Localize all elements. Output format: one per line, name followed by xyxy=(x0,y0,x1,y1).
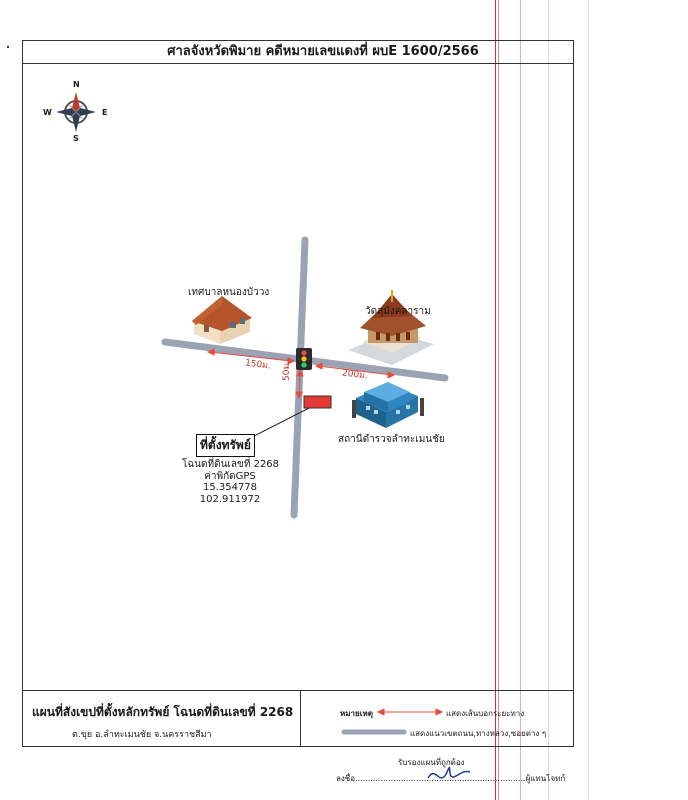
property-marker xyxy=(304,396,331,408)
legend-label: หมายเหตุ xyxy=(340,709,373,718)
footer-column-divider xyxy=(300,690,301,747)
legend-road-text: แสดงแนวเขตถนน,ทางหลวง,ซอยต่าง ๆ xyxy=(410,729,547,738)
compass-east-label: E xyxy=(102,108,108,117)
footer-divider xyxy=(22,690,574,691)
signature-line-suffix: .........................ผู้แทนโจทก์ xyxy=(462,774,566,783)
gps-label: ค่าพิกัดGPS xyxy=(204,470,256,482)
legend-distance-icon xyxy=(378,709,442,715)
distance-south-label: 50ม. xyxy=(282,360,292,381)
compass-icon xyxy=(56,92,96,132)
signature-line-prefix: ลงชื่อ...................................................... xyxy=(336,774,493,783)
compass-south-label: S xyxy=(73,134,79,143)
police-station-building-icon xyxy=(352,382,424,428)
temple-building-icon xyxy=(348,290,434,365)
temple-label: วัดสุมังคลาราม xyxy=(365,306,431,317)
distance-west-label: 150ม. xyxy=(244,358,272,372)
certify-text: รับรองแผนที่ถูกต้อง xyxy=(398,758,465,767)
page-title: ศาลจังหวัดพิมาย คดีหมายเลขแดงที่ ผบE 1600/2566 xyxy=(22,40,574,64)
gps-longitude: 102.911972 xyxy=(199,493,261,505)
municipality-building-icon xyxy=(192,296,252,344)
map-caption: แผนที่สังเขปที่ตั้งหลักทรัพย์ โฉนดที่ดินเลขที่ 2268 xyxy=(32,705,294,719)
property-details xyxy=(182,459,278,505)
gps-latitude: 15.354778 xyxy=(202,482,258,493)
compass-west-label: W xyxy=(43,108,52,117)
deed-number: โฉนดที่ดินเลขที่ 2268 xyxy=(182,459,280,470)
municipality-label: เทศบาลหนองบัววง xyxy=(188,287,270,298)
legend-distance-text: แสดงเส้นบอกระยะทาง xyxy=(446,709,525,718)
distance-east-label: 200ม. xyxy=(341,368,369,382)
police-station-label: สถานีตำรวจลำทะเมนชัย xyxy=(338,434,445,445)
compass-north-label: N xyxy=(73,80,80,89)
property-title: ที่ตั้งทรัพย์ xyxy=(196,434,255,457)
traffic-light-icon xyxy=(296,348,312,370)
map-location: ต.ขุย อ.ลำทะเมนชัย จ.นครราชสีมา xyxy=(72,730,212,740)
